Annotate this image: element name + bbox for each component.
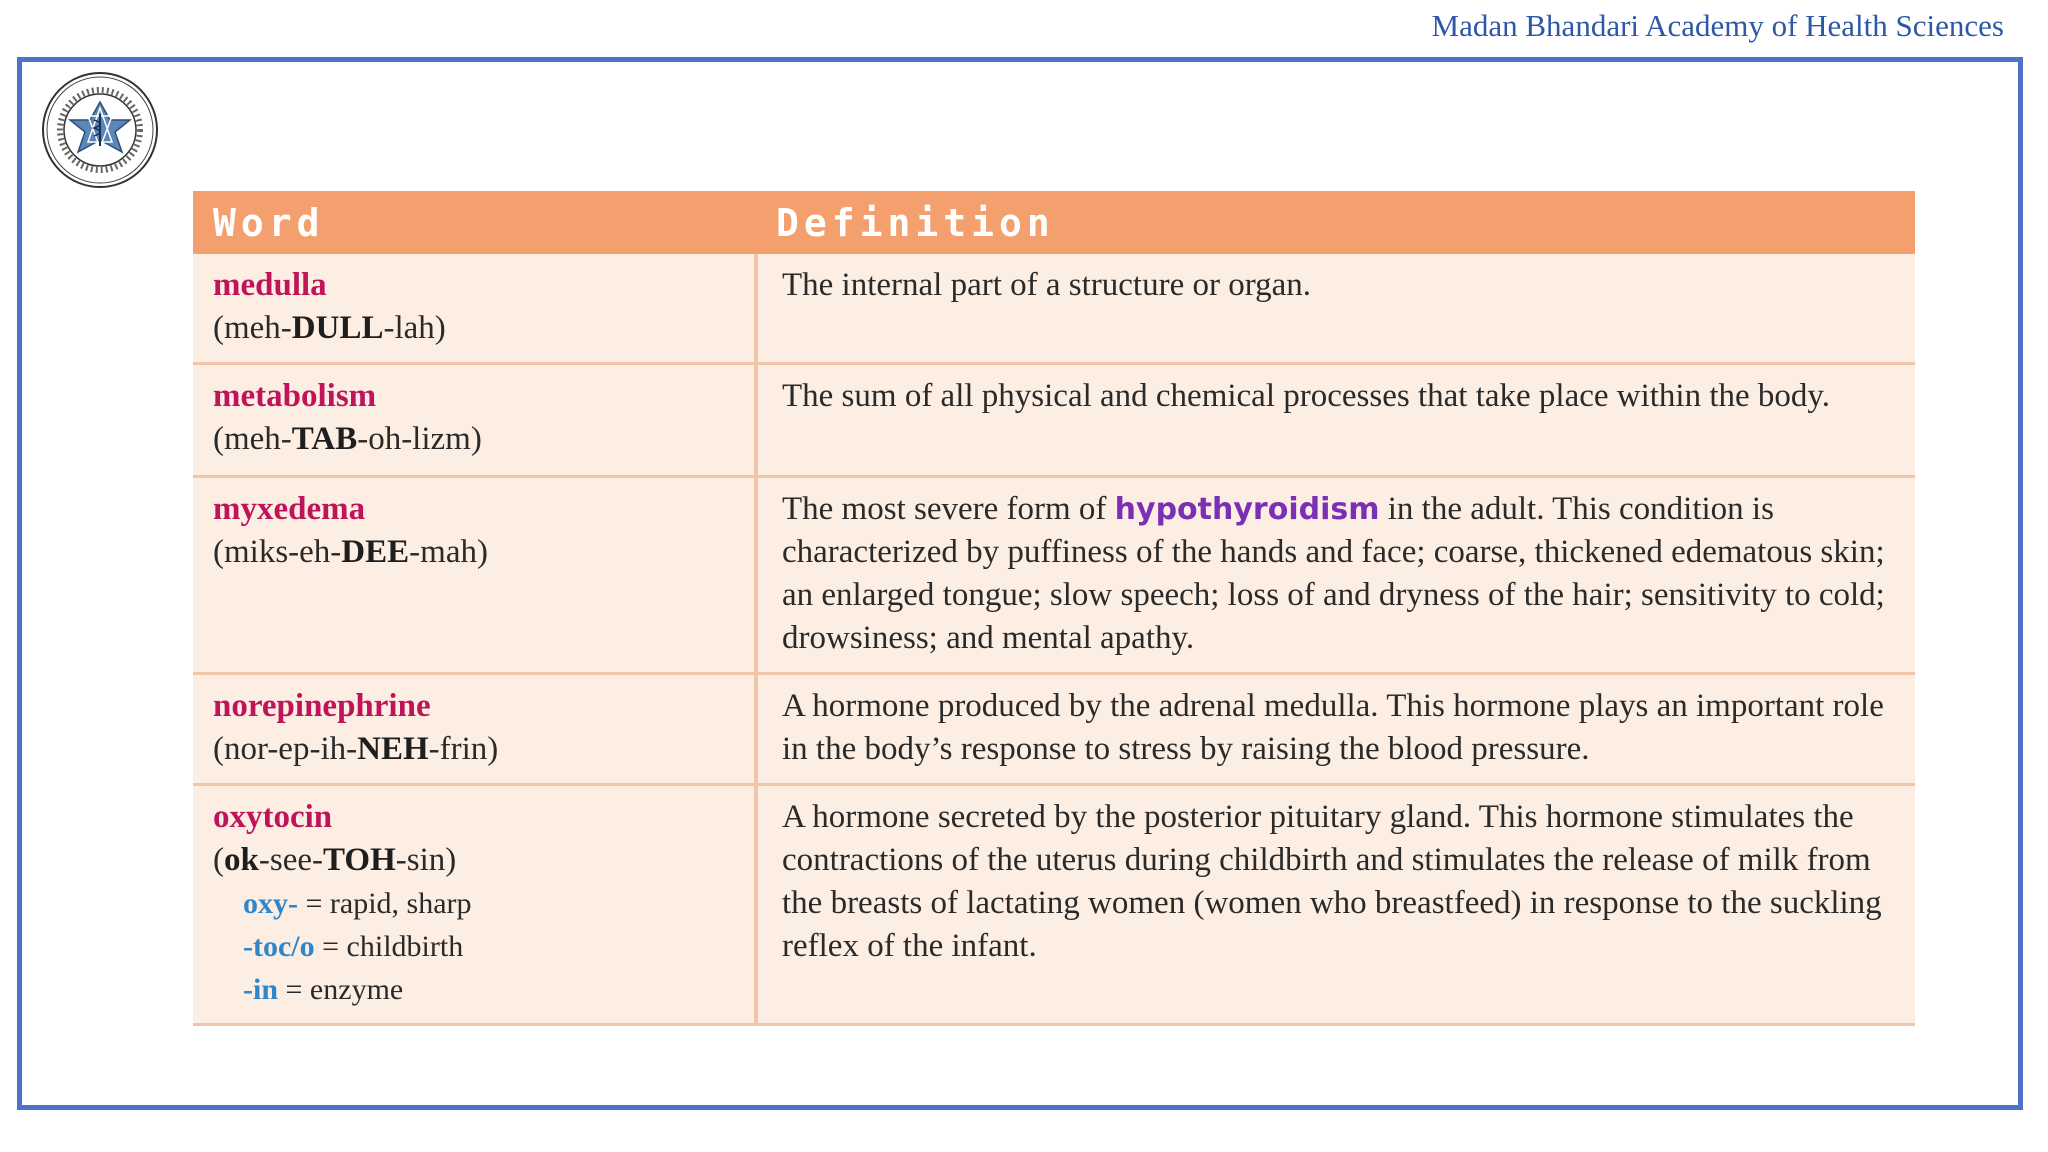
institution-title: Madan Bhandari Academy of Health Sciences [1431, 8, 2004, 43]
term: medulla [213, 267, 327, 303]
word-part: oxy- = rapid, sharp [243, 887, 472, 920]
pronunciation: (ok-see-TOH-sin) [213, 842, 457, 878]
term: oxytocin [213, 799, 333, 835]
word-part: -toc/o = childbirth [243, 930, 464, 963]
definition-cell: A hormone secreted by the posterior pituitary gland. This hormone stimulates the contractions of the uterus during childbirth and stimulates the release of milk from the breasts of lactating women (women who breastfeed) in response to the suckling reflex of the infant. [756, 785, 1915, 1025]
definition-cell: The sum of all physical and chemical processes that take place within the body. [756, 364, 1915, 477]
pronunciation: (meh-TAB-oh-lizm) [213, 421, 482, 457]
word-cell [193, 785, 756, 1025]
pronunciation: (nor-ep-ih-NEH-frin) [213, 731, 499, 767]
table-row [193, 364, 1915, 477]
table-row [193, 477, 1915, 674]
terminology-table [193, 191, 1915, 1026]
definition-cell: The most severe form of hypothyroidism in the adult. This condition is characterized by puffiness of the hands and face; coarse, thickened edematous skin; an enlarged tongue; slow speech; loss of and dryness of the hair; sensitivity to cold; drowsiness; and mental apathy. [756, 477, 1915, 674]
column-header-definition: Definition [756, 191, 1915, 254]
pronunciation: (miks-eh-DEE-mah) [213, 534, 488, 570]
table-row [193, 674, 1915, 785]
term: norepinephrine [213, 688, 431, 724]
definition-cell: The internal part of a structure or organ. [756, 254, 1915, 364]
term: metabolism [213, 378, 377, 414]
table-header-row [193, 191, 1915, 254]
pronunciation: (meh-DULL-lah) [213, 310, 446, 346]
word-cell [193, 364, 756, 477]
academy-seal-logo [40, 70, 160, 190]
table-row [193, 785, 1915, 1025]
word-part: -in = enzyme [243, 973, 404, 1006]
definition-cell: A hormone produced by the adrenal medulla. This hormone plays an important role in the body’s response to stress by raising the blood pressure. [756, 674, 1915, 785]
column-header-word: Word [193, 191, 756, 254]
term: myxedema [213, 491, 366, 527]
table-row [193, 254, 1915, 364]
word-cell [193, 674, 756, 785]
keyword-link[interactable]: hypothyroidism [1114, 492, 1380, 527]
word-cell [193, 254, 756, 364]
word-cell [193, 477, 756, 674]
